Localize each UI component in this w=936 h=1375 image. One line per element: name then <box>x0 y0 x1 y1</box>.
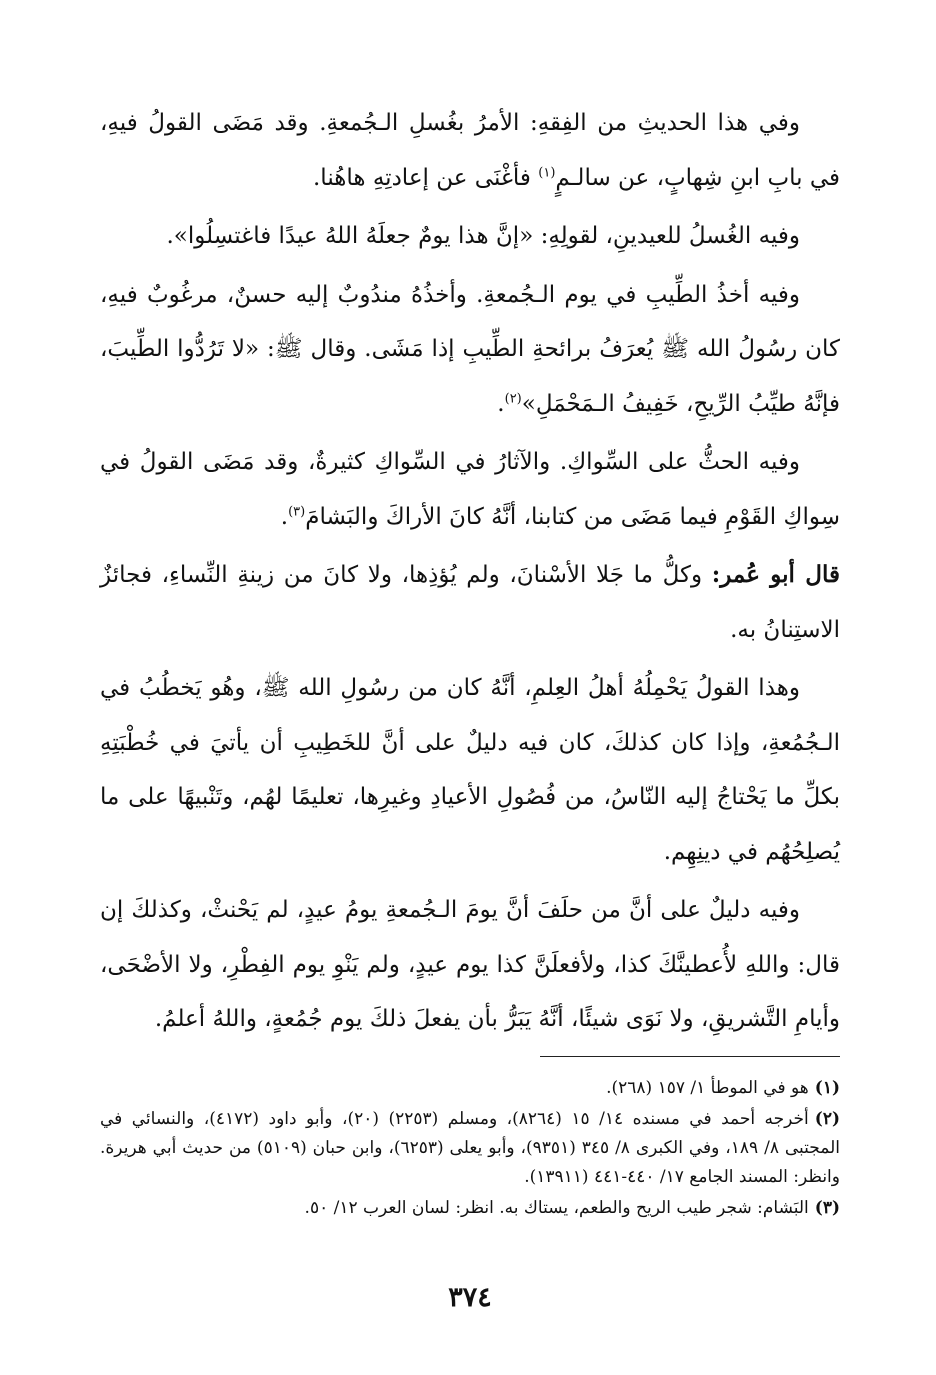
paragraph <box>100 883 840 1047</box>
book-page <box>100 96 840 1336</box>
footnote-number: (٣) <box>814 1198 840 1218</box>
page-number: ٣٧٤ <box>448 1282 492 1313</box>
paragraph-text: وفيه الحثُّ على السِّواكِ. والآثارُ في السِّواكِ كثيرةٌ، وقد مَضَى القولُ في سِواكِ القَوْمِ فيما مَضَى من كتابنا، أنَّهُ كانَ الأراكَ والبَشامَ <box>100 449 840 530</box>
footnote <box>100 1194 840 1223</box>
footnote-text: البَشام: شجر طيب الريح والطعم، يستاك به. انظر: لسان العرب ١٢/ ٥٠. <box>304 1198 809 1218</box>
footnote-reference: (٢) <box>504 390 522 406</box>
footnote-reference: (٣) <box>288 503 306 519</box>
paragraph-text: وفيه دليلٌ على أنَّ من حلَفَ أنَّ يومَ الـجُمعةِ يومُ عيدٍ، لم يَحْنثْ، وكذلكَ إن قال: واللهِ لأُعطينَّكَ كذا، ولأفعلَنَّ كذا يوم عيدٍ، ولم يَنْوِ يوم الفِطْرِ، ولا الأضْحَى، وأيامِ التَّشريقِ، ولا نَوَى شيئًا، أنَّهُ يَبَرُّ بأن يفعلَ ذلكَ يوم جُمُعةٍ، واللهُ أعلمُ. <box>100 897 840 1032</box>
paragraph-text: . <box>280 503 289 530</box>
footnote-separator <box>540 1056 840 1057</box>
main-text <box>100 96 840 1047</box>
footnotes <box>100 1074 840 1225</box>
footnote-text: أخرجه أحمد في مسنده ١٤/ ١٥ (٨٢٦٤)، ومسلم (٢٢٥٣) (٢٠)، وأبو داود (٤١٧٢)، والنسائي في المجتبى ٨/ ١٨٩، وفي الكبرى ٨/ ٣٤٥ (٩٣٥١)، وأبو يعلى (٦٢٥٣)، وابن حبان (٥١٠٩) من حديث أبي هريرة. وانظر: المسند الجامع ١٧/ ٤٤٠-٤٤١ (١٣٩١١). <box>100 1109 840 1187</box>
paragraph-text: وفيه الغُسلُ للعيدينِ، لقولِهِ: «إنَّ هذا يومٌ جعلَهُ اللهُ عيدًا فاغتسِلُوا». <box>166 223 800 249</box>
paragraph <box>100 435 840 544</box>
footnote-number: (١) <box>814 1078 840 1098</box>
paragraph-text: وفي هذا الحديثِ من الفِقهِ: الأمرُ بغُسلِ الـجُمعةِ. وقد مَضَى القولُ فيهِ، في بابِ ابنِ شِهابٍ، عن سالـمٍ <box>100 110 840 191</box>
footnote-text: هو في الموطأ ١/ ١٥٧ (٢٦٨). <box>606 1078 809 1098</box>
paragraph-text: فأغْنَى عن إعادتِهِ هاهُنا. <box>313 164 539 191</box>
paragraph <box>100 96 840 205</box>
paragraph-lead: قال أبو عُمر: <box>711 561 840 588</box>
footnote <box>100 1074 840 1103</box>
paragraph <box>100 268 840 432</box>
paragraph-text: وكلُّ ما جَلا الأسْنانَ، ولم يُؤذِها، ولا كانَ من زينةِ النِّساءِ، فجائزٌ الاستِنانُ به. <box>100 562 840 643</box>
paragraph <box>100 548 840 657</box>
footnote <box>100 1105 840 1192</box>
footnote-number: (٢) <box>814 1109 840 1129</box>
paragraph <box>100 209 840 264</box>
paragraph <box>100 661 840 879</box>
paragraph-text: . <box>497 390 505 417</box>
footnote-reference: (١) <box>538 164 556 180</box>
paragraph-text: وفيه أخذُ الطِّيبِ في يوم الـجُمعةِ. وأخذُهُ مندُوبٌ إليه حسنٌ، مرغُوبٌ فيهِ، كان رسُولُ الله ﷺ يُعرَفُ برائحةِ الطِّيبِ إذا مَشَى. وقال ﷺ: «لا تَرُدُّوا الطِّيبَ، فإنَّهُ طيِّبُ الرِّيحِ، خَفِيفُ الـمَحْمَلِ» <box>100 281 840 417</box>
paragraph-text: وهذا القولُ يَحْمِلُهُ أهلُ العِلمِ، أنَّهُ كان من رسُولِ الله ﷺ، وهُو يَخطُبُ في الـجُمُعةِ، وإذا كان كذلكَ، كان فيه دليلٌ على أنَّ للخَطِيبِ أن يأتيَ في خُطْبَتِهِ بكلِّ ما يَحْتاجُ إليه النّاسُ، من فُصُولِ الأعيادِ وغيرِها، تعليمًا لهُم، وتَنْبيهًا على ما يُصلِحُهُم في دينِهِم. <box>100 675 840 865</box>
